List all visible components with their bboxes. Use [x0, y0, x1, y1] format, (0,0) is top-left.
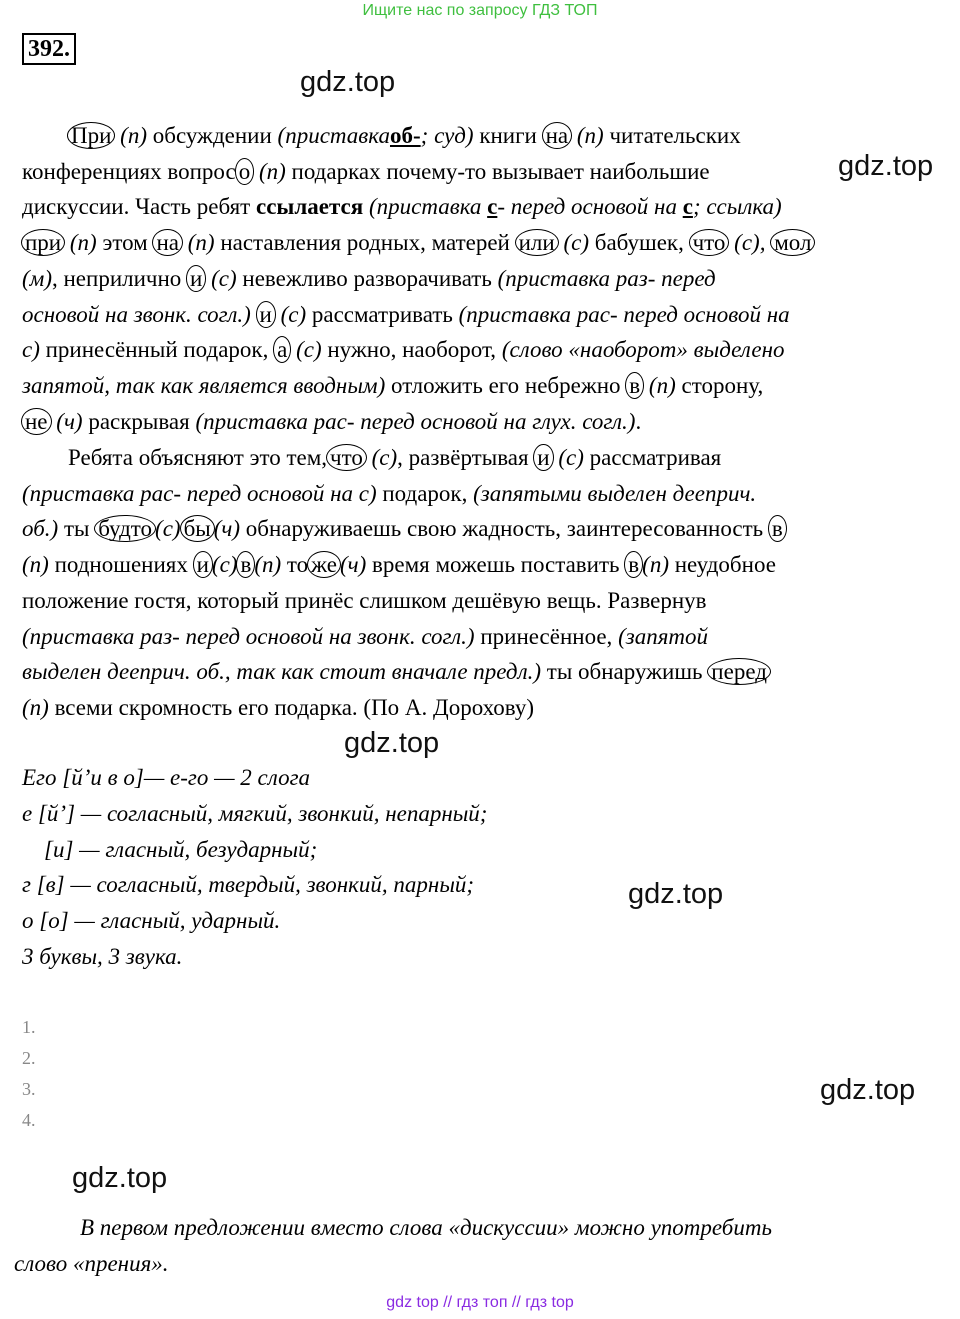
spelling-note: с) — [22, 337, 40, 363]
spelling-note: (с) — [371, 445, 398, 470]
circled-word: что — [326, 444, 367, 471]
text-line — [22, 476, 942, 512]
bottom-banner[interactable]: gdz top // гдз топ // гдз top — [386, 1294, 574, 1311]
numbered-list — [22, 1012, 36, 1136]
text-run: отложить его небрежно — [391, 372, 621, 398]
list-number: 4. — [22, 1110, 36, 1130]
spelling-note: (с) — [155, 516, 181, 542]
spelling-note: (п) — [22, 552, 49, 578]
phonetic-line: 3 буквы, 3 звука. — [22, 943, 183, 969]
text-line — [22, 654, 942, 690]
highlighted-morpheme: с — [487, 194, 498, 220]
spelling-note: (п) — [254, 552, 282, 578]
spelling-note: (приставка рас- перед основой на глух. согл.) — [195, 408, 636, 434]
text-line — [22, 225, 942, 261]
text-run: наставления родных, матерей — [220, 230, 510, 256]
circled-word: при — [21, 229, 65, 256]
text-run: Ребята объясняют это тем, — [68, 445, 328, 470]
text-run: книги — [479, 123, 537, 148]
spelling-note: (п) — [576, 123, 604, 148]
paragraph-1 — [22, 118, 942, 439]
text-run: положение гостя, который принёс слишком дешёвую вещь. Развернув — [22, 587, 707, 613]
circled-word: или — [515, 229, 559, 256]
spelling-note: (п) — [642, 552, 669, 578]
text-run: невежливо разворачивать — [242, 265, 492, 291]
highlighted-word: ссылается — [255, 194, 364, 220]
synonym-note — [14, 1210, 944, 1282]
list-number: 1. — [22, 1017, 36, 1037]
text-line — [22, 511, 942, 547]
spelling-note: (приставка — [277, 123, 390, 148]
phonetic-line: г [в] — согласный, твердый, звонкий, парный; — [22, 872, 475, 898]
text-run: конференциях вопрос — [22, 158, 236, 184]
spelling-note: (с) — [211, 552, 238, 578]
spelling-note: об.) — [22, 516, 59, 542]
text-run: , развёртывая — [397, 445, 529, 470]
circled-word: будто — [94, 515, 156, 542]
circled-word: мол — [770, 229, 815, 256]
paragraph-2 — [22, 440, 942, 726]
spelling-note: (п) — [648, 372, 676, 398]
circled-word: в — [624, 551, 643, 578]
circled-word: а — [273, 336, 291, 363]
list-number: 2. — [22, 1048, 36, 1068]
text-run: рассматривая — [589, 445, 722, 470]
exercise-number: 392. — [22, 33, 76, 65]
text-run: всеми скромность его подарка. (По А. Дорохову) — [54, 694, 535, 720]
phonetic-line: е [й’] — согласный, мягкий, звонкий, непарный; — [22, 800, 488, 826]
text-run: обсуждении — [152, 123, 272, 148]
circled-word: на — [152, 229, 183, 256]
text-run: подарках почему-то вызывает наибольшие — [291, 158, 710, 184]
text-run: подарок, — [382, 480, 468, 506]
phonetic-line: [и] — гласный, безударный; — [44, 836, 318, 862]
text-line — [22, 189, 942, 225]
text-run: раскрывая — [88, 408, 190, 434]
spelling-note: (с), — [734, 230, 766, 256]
circled-word: не — [21, 408, 52, 435]
circled-word: и — [186, 265, 206, 292]
circled-word: в — [236, 551, 255, 578]
spelling-note: (п) — [69, 230, 97, 256]
spelling-note: выделен дееприч. об., так как стоит вначале предл.) — [22, 659, 542, 685]
text-run: , неприлично — [52, 265, 182, 291]
text-run: этом — [102, 230, 148, 256]
spelling-note: (п) — [120, 123, 147, 148]
text-run: обнаруживаешь свою жадность, заинтересованность — [245, 516, 764, 542]
text-run: время можешь поставить — [372, 552, 620, 578]
spelling-note: ; ссылка) — [692, 194, 782, 220]
text-line — [22, 297, 942, 333]
text-run: то — [286, 552, 309, 578]
watermark: gdz.top — [820, 1074, 916, 1106]
circled-word: и — [533, 444, 553, 471]
text-run: рассматривать — [311, 301, 453, 327]
spelling-note: (п) — [22, 694, 49, 720]
circled-word: При — [67, 122, 115, 149]
list-number: 3. — [22, 1079, 36, 1099]
highlighted-morpheme: с — [682, 194, 693, 220]
spelling-note: (с) — [558, 445, 584, 470]
spelling-note: основой на звонк. согл.) — [22, 301, 251, 327]
circled-word: и — [193, 551, 213, 578]
note-line: слово «прения». — [14, 1251, 169, 1276]
text-run: подношениях — [54, 552, 188, 578]
watermark: gdz.top — [300, 66, 396, 98]
watermark: gdz.top — [344, 727, 440, 759]
highlighted-morpheme: об- — [389, 123, 421, 148]
text-run: сторону, — [681, 372, 764, 398]
spelling-note: (приставка — [368, 194, 482, 220]
watermark: gdz.top — [72, 1162, 168, 1194]
spelling-note: (запятой — [618, 623, 708, 649]
text-run: бабушек, — [594, 230, 684, 256]
spelling-note: (приставка рас- перед основой на с) — [22, 480, 377, 506]
text-line — [22, 332, 942, 368]
text-line — [22, 404, 942, 440]
circled-word: и — [256, 301, 276, 328]
spelling-note: (ч) — [213, 516, 241, 542]
spelling-note: (ч) — [56, 408, 83, 434]
circled-word: о — [235, 158, 255, 185]
circled-word: в — [768, 515, 787, 542]
spelling-note: (с) — [280, 301, 307, 327]
text-line — [22, 547, 942, 583]
text-line — [22, 690, 942, 726]
circled-word: перед — [707, 658, 771, 685]
phonetic-line: Его [й’и в о]— е-го — 2 слога — [22, 765, 311, 790]
spelling-note: запятой, так как является вводным) — [22, 372, 386, 398]
text-run: дискуссии. Часть ребят — [22, 194, 251, 220]
phonetic-analysis — [22, 760, 487, 975]
circled-word: бы — [180, 515, 215, 542]
text-run: нужно, наоборот, — [327, 337, 497, 363]
text-run: . — [635, 408, 642, 434]
text-line — [22, 583, 942, 619]
circled-word: в — [625, 372, 644, 399]
spelling-note: (ч) — [339, 552, 367, 578]
text-run: принесённое, — [480, 623, 613, 649]
top-banner[interactable]: Ищите нас по запросу ГДЗ ТОП — [362, 2, 598, 19]
spelling-note: (с) — [296, 337, 322, 363]
spelling-note: (приставка раз- перед — [497, 265, 716, 291]
phonetic-line: о [о] — гласный, ударный. — [22, 908, 281, 934]
spelling-note: (с) — [563, 230, 589, 256]
note-line: В первом предложении вместо слова «дискуссии» можно употребить — [80, 1215, 772, 1240]
circled-word: же — [307, 551, 341, 578]
text-run: читательских — [609, 123, 741, 148]
text-run: ты — [63, 516, 90, 542]
spelling-note: (приставка рас- перед основой на — [458, 301, 790, 327]
spelling-note: (приставка раз- перед основой на звонк. согл.) — [22, 623, 475, 649]
circled-word: что — [689, 229, 730, 256]
text-run: неудобное — [674, 552, 776, 578]
spelling-note: (слово «наоборот» выделено — [501, 337, 785, 363]
circled-word: на — [542, 122, 573, 149]
text-run: принесённый подарок, — [45, 337, 269, 363]
text-line — [22, 118, 942, 154]
spelling-note: (м) — [22, 265, 52, 291]
spelling-note: (п) — [258, 158, 286, 184]
text-line — [22, 440, 942, 476]
spelling-note: (запятыми выделен дееприч. — [473, 480, 757, 506]
watermark: gdz.top — [628, 878, 724, 910]
spelling-note: - перед основой на — [497, 194, 677, 220]
text-line — [22, 368, 942, 404]
spelling-note: ; суд) — [420, 123, 474, 148]
spelling-note: (с) — [211, 265, 237, 291]
text-line — [22, 619, 942, 655]
watermark: gdz.top — [838, 150, 934, 182]
text-run: ты обнаружишь — [546, 659, 703, 685]
text-line — [22, 261, 942, 297]
text-line — [22, 154, 942, 190]
spelling-note: (п) — [187, 230, 215, 256]
